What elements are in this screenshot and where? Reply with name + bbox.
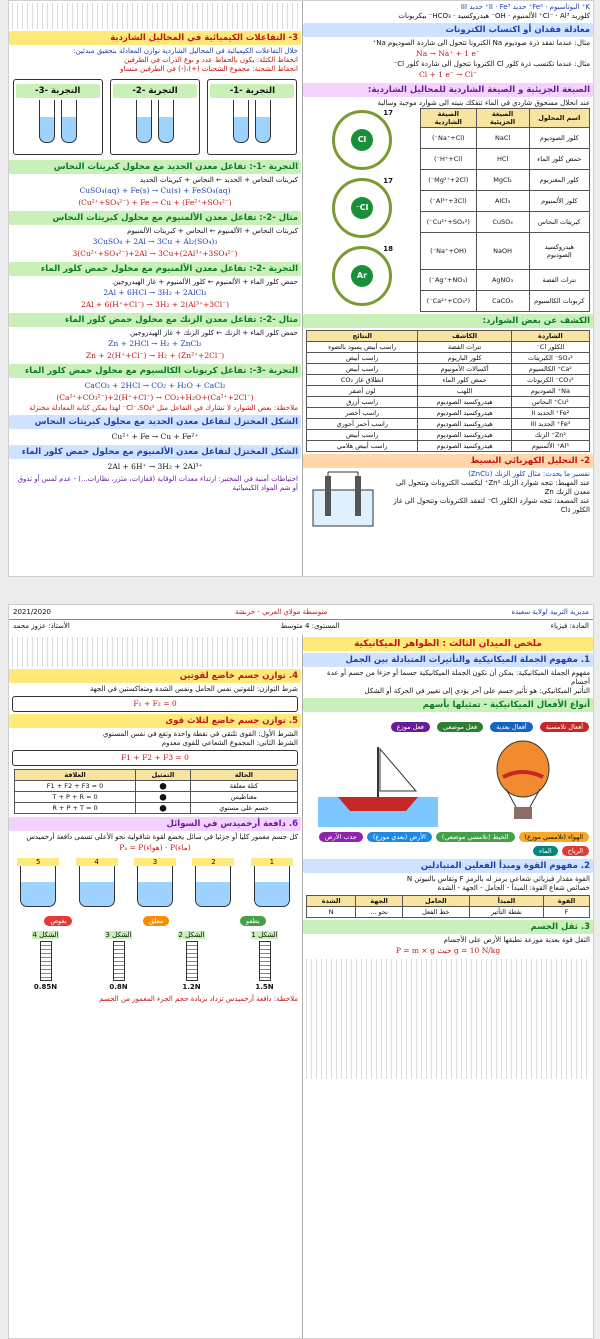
salt-equation: Na → Na⁺ + 1 e⁻ — [416, 49, 480, 58]
electrolysis-line: عند المصعد: تتجه شوارد الكلور Cl⁻ لتفقد الكترونات وتتحول الى غاز الكلور Cl₂ — [393, 497, 590, 514]
table-cell: SO₄²⁻ الكبريتات — [511, 353, 589, 364]
table-cell: Cu²⁺ النحاس — [511, 397, 589, 408]
table-row — [307, 419, 590, 430]
table-row — [307, 342, 590, 353]
beaker-figure — [17, 858, 59, 911]
ion-label: K⁺ البوتاسيوم — [549, 3, 590, 11]
table-header: الحالة — [190, 770, 297, 781]
diagram-label: الأرض (بعدي موزع) — [367, 832, 432, 842]
table-row — [307, 353, 590, 364]
table-row — [421, 212, 590, 233]
beaker-number: 2 — [192, 858, 234, 866]
table-cell: CuSO₄ — [476, 212, 529, 233]
table-cell: AlCl₃ — [476, 191, 529, 212]
electrolysis-title: 2- التحليل الكهربائي البسيط — [303, 454, 593, 468]
table-header: الصيغة الجزيئية — [476, 109, 529, 128]
ion-label: Fe³⁺ حديد III — [460, 3, 511, 11]
table-cell: مغناطيس — [190, 792, 297, 803]
table-cell: CO₃²⁻ الكربونات — [511, 375, 589, 386]
table-row — [307, 907, 590, 918]
ion-labels-row: K⁺ البوتاسيوم · Fe²⁺ حديد II · Fe³⁺ حديد III — [460, 3, 590, 11]
beaker-icon — [254, 866, 290, 907]
table-cell: راسب أزرق — [307, 397, 418, 408]
physics-summary-page — [8, 604, 594, 1339]
diagram-label: الخيط (تلامسي موضعي) — [436, 832, 515, 842]
table-cell: الكلور Cl⁻ — [511, 342, 589, 353]
section-line: الشرط الثاني: المجموع الشعاعي للقوى معدوم — [161, 739, 298, 747]
table-header: العلاقة — [15, 770, 136, 781]
formula-intro: عند انحلال مسحوق شاردي في الماء تتفكك بنيته الى شوارد موجبة وسالبة — [377, 99, 590, 107]
filler-text — [306, 959, 590, 1079]
top-equations — [12, 3, 298, 29]
right-column — [302, 635, 593, 1338]
table-cell: اللهب — [418, 386, 511, 397]
table-cell: Na⁺ الصوديوم — [511, 386, 589, 397]
page-title: ملخص الميدان الثالث : الظواهر الميكانيكية — [303, 637, 593, 651]
table-cell: CaCO₃ — [476, 290, 529, 311]
table-cell: راسب أبيض — [307, 430, 418, 441]
page-header — [9, 605, 593, 620]
table-cell: هيدروكسيد الصوديوم — [529, 233, 589, 269]
table-row — [307, 364, 590, 375]
reaction-title: مثال -2-: تفاعل معدن الألمنيوم مع محلول كبريتات النحاس — [9, 211, 301, 225]
spring-figure-number: الشكل 3 — [105, 931, 132, 939]
type-pill: فعل موزع — [391, 722, 430, 732]
ion-label: Fe²⁺ حديد II — [488, 3, 543, 11]
electrolysis-sub: تفسير ما يحدث: مثال كلور الزنك (ZnCl₂) — [468, 470, 590, 478]
atom-diagram: 18 Ar — [332, 246, 392, 306]
table-cell: راسب أحمر آجوري — [307, 419, 418, 430]
salt-line: مثال: عندما تفقد ذرة صوديوم Na الكترونا تتحول الى شاردة الصوديوم Na⁺ — [372, 39, 590, 47]
reaction-equation: CuSO₄(aq) + Fe(s) → Cu(s) + FeSO₄(aq) — [79, 186, 231, 195]
diagram-label: جذب الأرض — [319, 832, 363, 842]
force-table — [306, 895, 590, 918]
table-row — [307, 430, 590, 441]
table-cell: ⬤ — [136, 803, 191, 814]
dynamometer-reading: 0.85N — [33, 983, 58, 991]
reaction-equation: CaCO₃ + 2HCl → CO₂ + H₂O + CaCl₂ — [84, 381, 226, 390]
electrolysis-block — [303, 470, 593, 530]
spring-figure-number: الشكل 2 — [178, 931, 205, 939]
table-cell: راسب أبيض يسود بالضوء — [307, 342, 418, 353]
ion-label: HCO₃⁻ بيكربونات — [398, 12, 451, 20]
chemistry-summary-page — [8, 0, 594, 577]
table-row — [15, 803, 298, 814]
section-line: الشرط الأول: القوى تلتقي في نقطة واحدة وتقع في نفس المستوي — [102, 730, 298, 738]
table-cell: جسم على مستوي — [190, 803, 297, 814]
experiment-box — [207, 79, 297, 155]
salt-equation: Cl + 1 e⁻ → Cl⁻ — [419, 70, 477, 79]
table-row — [421, 149, 590, 170]
table-row — [421, 290, 590, 311]
table-header: الحامل — [402, 896, 469, 907]
table-row — [307, 408, 590, 419]
table-cell: (Cu²⁺+SO₄²⁻) — [421, 212, 477, 233]
table-cell: كبريتات النحاس — [529, 212, 589, 233]
table-row — [307, 441, 590, 452]
table-header: الصيغة الشاردية — [421, 109, 477, 128]
reaction-ionic-equation: (Cu²⁺+SO₄²⁻) + Fe → Cu + (Fe²⁺+SO₄²⁻) — [78, 198, 232, 207]
table-cell: خط الفعل — [402, 907, 469, 918]
table-cell: كلور الصوديوم — [529, 128, 589, 149]
method-table — [14, 769, 298, 814]
sink-label: يطفو — [240, 916, 266, 926]
experiment-label: التجربة -3- — [16, 84, 100, 98]
dynamometer-icon — [186, 941, 198, 981]
ion-label: Al³⁺ الألمنيوم — [512, 12, 570, 20]
table-cell: (Ca²⁺+CO₃²⁻) — [421, 290, 477, 311]
table-cell: T + P + R = 0 — [15, 792, 136, 803]
sink-row — [9, 915, 301, 927]
sink-label: معلق — [143, 916, 169, 926]
simplified-equation: Cu²⁺ + Fe → Cu + Fe²⁺ — [111, 432, 199, 441]
table-cell: (Na⁺+OH⁻) — [421, 233, 477, 269]
spring-figure-number: الشكل 4 — [32, 931, 59, 939]
table-cell: ⬤ — [136, 781, 191, 792]
table-cell: كلور الباريوم — [418, 353, 511, 364]
section-title: 2. مفهوم القوة ومبدأ الفعلين المتبادلين — [303, 859, 593, 873]
equilibrium-equation: F₁ + F₂ = 0 — [12, 696, 298, 712]
table-cell: حمض كلور الماء — [418, 375, 511, 386]
table-header: الكاشف — [418, 331, 511, 342]
left-column — [9, 635, 301, 1338]
section3-intro: خلال التفاعلات الكيميائية في المحاليل الشاردية توازن المعادلة بتحقيق مبدئين: — [73, 47, 298, 55]
ion-label: كلوريد Cl⁻ — [542, 12, 590, 20]
table-cell: F — [544, 907, 590, 918]
table-cell: هيدروكسيد الصوديوم — [418, 419, 511, 430]
beaker-icon — [137, 866, 173, 907]
right-column — [302, 1, 593, 576]
experiment-label: التجربة -1- — [210, 84, 294, 98]
table-cell: هيدروكسيد الصوديوم — [418, 430, 511, 441]
conservation-line: انحفاظ الشحنة: مجموع الشحنات (+)،(-) في الطرفين متساو — [120, 65, 298, 73]
spring-row — [9, 931, 301, 991]
formula-table-body — [421, 128, 590, 312]
dynamometer-icon — [259, 941, 271, 981]
beaker-number: 3 — [134, 858, 176, 866]
table-row — [421, 269, 590, 290]
table-header: القوة — [544, 896, 590, 907]
table-row — [307, 375, 590, 386]
types-title: أنواع الأفعال الميكانيكية - تمثيلها بأسهم — [303, 698, 593, 712]
table-header: الشاردة — [511, 331, 589, 342]
table-cell: كتلة معلقة — [190, 781, 297, 792]
dynamometer-reading: 0.8N — [109, 983, 128, 991]
archimedes-equation: Pₐ = P(هواء) - P(ماء) — [119, 843, 191, 852]
table-cell: نترات الفضة — [529, 269, 589, 290]
section3-title: 3- التفاعلات الكيميائية في المحاليل الشاردية — [9, 31, 301, 45]
formula-row — [303, 108, 593, 312]
detect-table — [306, 330, 590, 452]
beaker-figure — [192, 858, 234, 911]
salt-section-title: معادلة فقدان أو اكتساب الكترونات — [303, 23, 593, 37]
diagram-label: الهواء (تلامسي موزع) — [519, 832, 589, 842]
left-column — [9, 1, 301, 576]
equilibrium-equation: F1 + F2 + F3 = 0 — [12, 750, 298, 766]
table-cell: MgCl₂ — [476, 170, 529, 191]
electrolysis-line: عند المهبط: تتجه شوارد الزنك Zn²⁺ لتكسب الكترونات وتتحول الى معدن الزنك Zn — [395, 479, 590, 496]
section-title: 1. مفهوم الجملة الميكانيكية والتأثيرات المتبادلة بين الجمل — [303, 653, 593, 667]
table-cell: كلور الألمنيوم — [529, 191, 589, 212]
conservation-line: انحفاظ الكتلة: يكون بالحفاظ عدد و نوع الذرات في الطرفين — [124, 56, 298, 64]
dynamometer-reading: 1.2N — [182, 983, 201, 991]
spring-figure — [251, 931, 277, 991]
spring-figure-number: الشكل 1 — [251, 931, 278, 939]
table-cell: F1 + F2 + F3 = 0 — [15, 781, 136, 792]
table-header: الجهة — [356, 896, 403, 907]
sink-label: يغوص — [44, 916, 72, 926]
section-line: التأثير الميكانيكي: هو تأثير جسم على آخر يؤدي إلى تغيير في الحركة أو الشكل — [364, 687, 590, 695]
boat-illustration — [318, 737, 438, 827]
beaker-figure — [251, 858, 293, 911]
section-line: القوة مقدار فيزيائي شعاعي يرمز له بالرمز F وتقاس بالنيوتن N — [406, 875, 590, 883]
illustrations — [303, 737, 593, 827]
weight-equation: P = m × g حيث g = 10 N/kg — [395, 946, 501, 955]
section-title: 3. ثقل الجسم — [303, 920, 593, 934]
level: المستوى: 4 متوسط — [280, 622, 340, 630]
safety-footer: احتياطات أمنية في المختبر: ارتداء معدات الوقاية (قفازات، مئزر، نظارات...) - عدم لمس أو تذوق أو شم المواد الكيميائية — [17, 475, 298, 492]
detect-section-title: الكشف عن بعض الشوارد: — [303, 314, 593, 328]
table-cell: NaOH — [476, 233, 529, 269]
test-tube-icon — [255, 100, 271, 143]
school-year: 2021/2020 — [13, 608, 51, 616]
experiment-row — [9, 77, 301, 157]
section-line: خصائص شعاع القوة: المبدأ - الحامل - الجهة - الشدة — [437, 884, 590, 892]
table-row — [15, 781, 298, 792]
test-tube-icon — [39, 100, 55, 143]
beaker-figure — [76, 858, 118, 911]
table-header: النتائج — [307, 331, 418, 342]
table-cell: انطلاق غاز CO₂ — [307, 375, 418, 386]
table-cell: حمض كلور الماء — [529, 149, 589, 170]
experiment-label: التجربة -2- — [113, 84, 197, 98]
type-pill: فعل موضعي — [437, 722, 483, 732]
section-line: مفهوم الجملة الميكانيكية: يمكن أن تكون الجملة الميكانيكية جسما أو جزءا من جسم أو عدة أجسام — [327, 669, 590, 686]
table-cell: كلور المغنزيوم — [529, 170, 589, 191]
test-tube-icon — [158, 100, 174, 143]
table-cell: لون أصفر — [307, 386, 418, 397]
table-cell: Zn²⁺ الزنك — [511, 430, 589, 441]
table-cell: نترات الفضة — [418, 342, 511, 353]
table-cell: راسب أخضر — [307, 408, 418, 419]
diagram-label: الرياح — [562, 846, 589, 856]
formula-table — [420, 108, 590, 312]
beaker-number: 4 — [76, 858, 118, 866]
simplified-equation: 2Al + 6H⁺ → 3H₂ + 2Al³⁺ — [107, 462, 203, 471]
diagram-labels — [303, 831, 593, 857]
note: ملاحظة: بعض الشوارد لا تشارك في التفاعل مثل Cl⁻،SO₄²⁻ لهذا يمكن كتابة المعادلة مختزلة — [29, 404, 298, 412]
dynamometer-icon — [113, 941, 125, 981]
table-cell: كربونات الكالسيوم — [529, 290, 589, 311]
table-cell: راسب أبيض — [307, 353, 418, 364]
section-title: 6. دافعة أرخميدس في السوائل — [9, 817, 301, 831]
atom-diagrams — [307, 108, 417, 312]
table-cell: هيدروكسيد الصوديوم — [418, 397, 511, 408]
intro-text — [12, 637, 298, 667]
salt-line: مثال: عندما تكتسب ذرة كلور Cl الكترونا تتحول الى شاردة كلور Cl⁻ — [393, 60, 590, 68]
table-cell: نحو ... — [356, 907, 403, 918]
method-table-body — [15, 781, 298, 814]
archimedes-row — [9, 858, 301, 911]
reaction-equation: 2Al + 6HCl → 3H₂ + 2AlCl₃ — [103, 288, 207, 297]
test-tube-icon — [233, 100, 249, 143]
table-cell: AgNO₃ — [476, 269, 529, 290]
experiment-box — [13, 79, 103, 155]
ion-label: OH⁻ هيدروكسيد — [457, 12, 506, 20]
table-cell: Ca²⁺ الكالسيوم — [511, 364, 589, 375]
atom-diagram: 17 Cl — [332, 110, 392, 170]
table-cell: Fe²⁺ الحديد II — [511, 408, 589, 419]
detect-table-body — [307, 342, 590, 452]
reaction-ionic-equation: (Ca²⁺+CO₃²⁻)+2(H⁺+Cl⁻) → CO₂+H₂O+(Ca²⁺+2Cl⁻) — [56, 393, 254, 402]
table-cell: N — [307, 907, 356, 918]
reaction-ionic-equation: Zn + 2(H⁺+Cl⁻) → H₂ + (Zn²⁺+2Cl⁻) — [85, 351, 225, 360]
spring-figure — [105, 931, 131, 991]
table-cell: NaCl — [476, 128, 529, 149]
reaction-title: التجربة -1-: تفاعل معدن الحديد مع محلول كبريتات النحاس — [9, 160, 301, 174]
ion-labels-row: كلوريد Cl⁻ · Al³⁺ الألمنيوم · OH⁻ هيدروكسيد · HCO₃⁻ بيكربونات — [398, 12, 590, 20]
types-row — [303, 714, 593, 733]
bottom-note: ملاحظة: دافعة أرخميدس تزداد بزيادة حجم الجزء المغمور من الجسم — [99, 995, 298, 1003]
spring-figure — [178, 931, 204, 991]
table-row — [307, 397, 590, 408]
electrolysis-diagram — [303, 470, 383, 530]
school-center: متوسطة مولاي العربي - خربشة — [235, 608, 328, 616]
table-row — [15, 792, 298, 803]
formula-section-title: الصيغة الجزيئية و الصيغة الشاردية للمحاليل الشاردية: — [303, 83, 593, 97]
table-cell: نقطة التأثير — [469, 907, 543, 918]
balloon-illustration — [468, 737, 578, 827]
table-cell: راسب أبيض هلامي — [307, 441, 418, 452]
table-cell: HCl — [476, 149, 529, 170]
table-header: المبدأ — [469, 896, 543, 907]
table-row — [421, 170, 590, 191]
beaker-figure — [134, 858, 176, 911]
meta-row — [9, 620, 593, 632]
table-cell: هيدروكسيد الصوديوم — [418, 441, 511, 452]
atom-diagram: 17 Cl⁻ — [332, 178, 392, 238]
dynamometer-icon — [40, 941, 52, 981]
table-cell: (Mg²⁺+2Cl⁻) — [421, 170, 477, 191]
section-line: الثقل قوة بعدية موزعة تطبقها الأرض على الأجسام — [443, 936, 590, 944]
reactions-list — [9, 160, 301, 404]
table-cell: (Al³⁺+3Cl⁻) — [421, 191, 477, 212]
simplified-title: الشكل المختزل لتفاعل معدن الحديد مع محلول كبريتات النحاس — [9, 415, 301, 429]
beaker-number: 5 — [17, 858, 59, 866]
beaker-icon — [79, 866, 115, 907]
test-tube-icon — [136, 100, 152, 143]
reaction-title: التجربة -2-: تفاعل معدن الألمنيوم مع محلول حمض كلور الماء — [9, 262, 301, 276]
section-line: كل جسم مغمور كليا أو جزئيا في سائل يخضع لقوة شاقولية نحو الأعلى تسمى دافعة أرخميدس — [26, 833, 298, 841]
table-cell: (Na⁺+Cl⁻) — [421, 128, 477, 149]
table-cell: هيدروكسيد الصوديوم — [418, 408, 511, 419]
table-header: التمثيل — [136, 770, 191, 781]
beaker-number: 1 — [251, 858, 293, 866]
reaction-word-equation: حمض كلور الماء + الألمنيوم ← كلور الألمنيوم + غاز الهيدروجين — [112, 278, 298, 286]
table-cell: أكسالات الأمونيوم — [418, 364, 511, 375]
table-row — [421, 233, 590, 269]
reaction-title: مثال -2-: تفاعل معدن الزنك مع محلول حمض كلور الماء — [9, 313, 301, 327]
table-cell: Fe³⁺ الحديد III — [511, 419, 589, 430]
section-line: شرط التوازن: للقوتين نفس الحامل ونفس الشدة ومتعاكستين في الجهة — [89, 685, 298, 693]
dynamometer-reading: 1.5N — [255, 983, 274, 991]
reaction-ionic-equation: 3(Cu²⁺+SO₄²⁻)+2Al → 3Cu+(2Al³⁺+3SO₄²⁻) — [72, 249, 238, 258]
table-row — [421, 191, 590, 212]
table-cell: (H⁺+Cl⁻) — [421, 149, 477, 170]
reaction-equation: 3CuSO₄ + 2Al → 3Cu + Al₂(SO₄)₃ — [92, 237, 218, 246]
subject: المادة: فيزياء — [550, 622, 589, 630]
table-cell: Al³⁺ الألمنيوم — [511, 441, 589, 452]
table-cell: R + P + T = 0 — [15, 803, 136, 814]
table-row — [421, 128, 590, 149]
simplified-title: الشكل المختزل لتفاعل معدن الألمنيوم مع محلول حمض كلور الماء — [9, 445, 301, 459]
table-header: الشدة — [307, 896, 356, 907]
reaction-equation: Zn + 2HCl → H₂ + ZnCl₂ — [108, 339, 202, 348]
reaction-word-equation: حمض كلور الماء + الزنك ← كلور الزنك + غاز الهيدروجين — [129, 329, 298, 337]
type-pill: أفعال بعدية — [490, 722, 532, 732]
table-cell: (Ag⁺+NO₃⁻) — [421, 269, 477, 290]
beaker-icon — [20, 866, 56, 907]
beaker-icon — [195, 866, 231, 907]
diagram-label: الماء — [533, 846, 558, 856]
teacher: الأستاذ: عزوز محمد — [13, 622, 70, 630]
test-tube-icon — [61, 100, 77, 143]
type-pill: أفعال تلامسية — [540, 722, 589, 732]
experiment-box — [110, 79, 200, 155]
table-row — [307, 386, 590, 397]
spring-figure — [32, 931, 58, 991]
reaction-title: التجربة -3-: تفاعل كربونات الكالسيوم مع محلول حمض كلور الماء — [9, 364, 301, 378]
school-name: مديرية التربية لولاية سعيدة — [511, 608, 589, 616]
reaction-ionic-equation: 2Al + 6(H⁺+Cl⁻) → 3H₂ + 2(Al³⁺+3Cl⁻) — [80, 300, 230, 309]
table-cell: راسب أبيض — [307, 364, 418, 375]
table-header: اسم المحلول — [529, 109, 589, 128]
section-title: 5. توازن جسم خاضع لثلاث قوى — [9, 714, 301, 728]
section-title: 4. توازن جسم خاضع لقوتين — [9, 669, 301, 683]
reaction-word-equation: كبريتات النحاس + الألمنيوم ← النحاس + كبريتات الألمنيوم — [127, 227, 298, 235]
reaction-word-equation: كبريتات النحاس + الحديد ← النحاس + كبريتات الحديد — [139, 176, 298, 184]
table-cell: ⬤ — [136, 792, 191, 803]
